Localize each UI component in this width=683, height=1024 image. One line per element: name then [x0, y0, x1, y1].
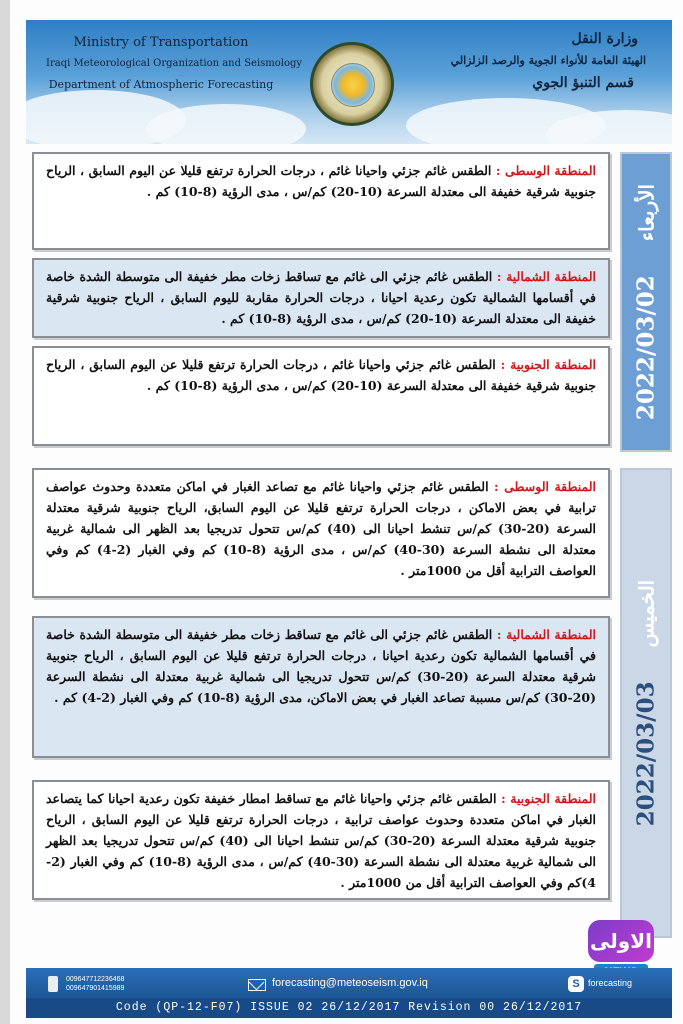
department-name-en: Department of Atmospheric Forecasting	[48, 78, 274, 91]
day-label-thursday	[620, 468, 672, 938]
forecast-south-day2: المنطقة الجنوبية : الطقس غائم جزئي واحيانا غائم مع تساقط امطار خفيفة تكون رعدية احيانا كما يتصاعد الغبار في اماكن متعددة وحدوث عواصف ترابية ، درجات الحرارة ترتفع قليلا عن اليوم السابق ، الرياح جنوبية شرقية معتدلة السرعة (20-30) كم/س تنشط احيانا الى (40) كم/س تتحول تدريجيا بعد الظهر الى شمالية غربية معتدلة الى نشطة السرعة (30-40) كم/س ، مدى الرؤية (8-10) كم وفي الغبار (2-4)كم وفي العواصف الترابية أقل من 1000متر .	[32, 780, 610, 900]
phone-icon	[48, 976, 58, 992]
forecast-central-day2: المنطقة الوسطى : الطقس غائم جزئي واحيانا غائم مع تصاعد الغبار في اماكن متعددة وحدوث عواصف ترابية في بعض الاماكن ، درجات الحرارة ترتفع قليلا عن اليوم السابق، الرياح جنوبية شرقية معتدلة السرعة (20-30) كم/س تنشط احيانا الى (40) كم/س تتحول تدريجيا بعد الظهر الى شمالية غربية معتدلة الى نشطة السرعة (30-40) كم/س ، مدى الرؤية (8-10) كم وفي الغبار (2-4) كم وفي العواصف الترابية أقل من 1000متر .	[32, 468, 610, 598]
forecast-text: الطقس غائم جزئي واحيانا غائم مع تصاعد الغبار في اماكن متعددة وحدوث عواصف ترابية في بعض الاماكن ، درجات الحرارة ترتفع قليلا عن اليوم السابق، الرياح جنوبية شرقية معتدلة السرعة (20-30) كم/س تنشط احيانا الى (40) كم/س تتحول تدريجيا بعد الظهر الى شمالية غربية معتدلة الى نشطة السرعة (30-40) كم/س ، مدى الرؤية (8-10) كم وفي الغبار (2-4) كم وفي العواصف الترابية أقل من 1000متر .	[46, 479, 597, 578]
ministry-name-en: Ministry of Transportation	[73, 35, 249, 50]
forecast-text: الطقس غائم جزئي الى غائم مع تساقط زخات مطر خفيفة الى متوسطة الشدة خاصة في أقسامها الشمالية تكون رعدية احيانا ، درجات الحرارة ترتفع قليلا عن اليوم السابق ، الرياح جنوبية شرقية معتدلة السرعة (20-30) كم/س تتحول تدريجيا الى شمالية غربية معتدلة الى نشطة السرعة (20-30) كم/س مسببة تصاعد الغبار في بعض الاماكن، مدى الرؤية (8-10) كم وفي الغبار (2-4) كم .	[46, 627, 596, 705]
organization-logo	[310, 42, 394, 126]
region-title: المنطقة الشمالية	[506, 269, 596, 284]
region-title: المنطقة الشمالية	[506, 627, 596, 642]
forecast-central-day1: المنطقة الوسطى : الطقس غائم جزئي واحيانا غائم ، درجات الحرارة ترتفع قليلا عن اليوم السابق ، الرياح جنوبية شرقية خفيفة الى معتدلة السرعة (10-20) كم/س ، مدى الرؤية (8-10) كم .	[32, 152, 610, 250]
region-title: المنطقة الوسطى	[505, 163, 596, 178]
footer-contact-band	[26, 968, 672, 998]
header-banner	[26, 20, 672, 144]
forecast-north-day2: المنطقة الشمالية : الطقس غائم جزئي الى غائم مع تساقط زخات مطر خفيفة الى متوسطة الشدة خاصة في أقسامها الشمالية تكون رعدية احيانا ، درجات الحرارة ترتفع قليلا عن اليوم السابق ، الرياح جنوبية شرقية معتدلة السرعة (20-30) كم/س تتحول تدريجيا الى شمالية غربية معتدلة الى نشطة السرعة (20-30) كم/س مسببة تصاعد الغبار في بعض الاماكن، مدى الرؤية (8-10) كم وفي الغبار (2-4) كم .	[32, 616, 610, 758]
cloud-decoration	[146, 104, 306, 144]
sun-cloud-icon	[331, 63, 375, 107]
ministry-name-ar: وزارة النقل	[571, 31, 638, 47]
region-title: المنطقة الجنوبية	[510, 357, 596, 372]
day-name: الأربعاء	[634, 183, 658, 242]
phone-numbers	[66, 975, 124, 993]
forecast-text: الطقس غائم جزئي واحيانا غائم ، درجات الحرارة ترتفع قليلا عن اليوم السابق ، الرياح جنوبية شرقية خفيفة الى معتدلة السرعة (10-20) كم/س ، مدى الرؤية (8-10) كم .	[46, 163, 596, 199]
forecast-south-day1: المنطقة الجنوبية : الطقس غائم جزئي واحيانا غائم ، درجات الحرارة ترتفع قليلا عن اليوم السابق ، الرياح جنوبية شرقية خفيفة الى معتدلة السرعة (10-20) كم/س ، مدى الرؤية (8-10) كم .	[32, 346, 610, 446]
day-label-wednesday	[620, 152, 672, 452]
day-date: 2022/03/02	[632, 275, 660, 421]
watermark-logo-text: الاولى	[588, 920, 654, 962]
skype-handle: forecasting	[588, 978, 633, 988]
phone-number-1: 009647712236468	[66, 976, 125, 983]
phone-number-2: 009647901415989	[66, 985, 125, 992]
document-code: Code (QP-12-F07) ISSUE 02 26/12/2017 Revision 00 26/12/2017	[26, 998, 672, 1018]
organization-name-ar: الهيئة العامة للأنواء الجوية والرصد الزلزالي	[450, 54, 646, 67]
forecast-north-day1: المنطقة الشمالية : الطقس غائم جزئي الى غائم مع تساقط زخات مطر خفيفة الى متوسطة الشدة خاصة في أقسامها الشمالية تكون رعدية احيانا ، درجات الحرارة مقاربة لليوم السابق ، الرياح جنوبية شرقية خفيفة الى معتدلة السرعة (10-20) كم/س ، مدى الرؤية (8-10) كم .	[32, 258, 610, 338]
page-edge	[0, 0, 10, 1024]
footer-bar	[26, 968, 672, 1018]
region-title: المنطقة الجنوبية	[510, 791, 596, 806]
forecast-text: الطقس غائم جزئي الى غائم مع تساقط زخات مطر خفيفة الى متوسطة الشدة خاصة في أقسامها الشمالية تكون رعدية احيانا ، درجات الحرارة مقاربة لليوم السابق ، الرياح جنوبية شرقية خفيفة الى معتدلة السرعة (10-20) كم/س ، مدى الرؤية (8-10) كم .	[46, 269, 596, 326]
email-address: forecasting@meteoseism.gov.iq	[272, 977, 428, 989]
forecast-text: الطقس غائم جزئي واحيانا غائم مع تساقط امطار خفيفة تكون رعدية احيانا كما يتصاعد الغبار في اماكن متعددة وحدوث عواصف ترابية ، درجات الحرارة ترتفع قليلا عن اليوم السابق ، الرياح جنوبية شرقية معتدلة السرعة (20-30) كم/س تنشط احيانا الى (40) كم/س تتحول تدريجيا بعد الظهر الى شمالية غربية معتدلة الى نشطة السرعة (30-40) كم/س ، مدى الرؤية (8-10) كم وفي الغبار (2-4)كم وفي العواصف الترابية أقل من 1000متر .	[46, 791, 596, 890]
department-name-ar: قسم التنبؤ الجوي	[532, 75, 634, 91]
region-title: المنطقة الوسطى	[504, 479, 597, 494]
day-name: الخميس	[634, 579, 658, 648]
header-arabic-block	[396, 28, 646, 94]
forecast-text: الطقس غائم جزئي واحيانا غائم ، درجات الحرارة ترتفع قليلا عن اليوم السابق ، الرياح جنوبية شرقية خفيفة الى معتدلة السرعة (10-20) كم/س ، مدى الرؤية (8-10) كم .	[46, 357, 596, 393]
organization-name-en: Iraqi Meteorological Organization and Seismology	[46, 58, 303, 69]
header-english-block	[46, 32, 303, 95]
mail-icon	[248, 979, 266, 991]
day-date: 2022/03/03	[632, 681, 660, 827]
skype-icon: S	[568, 976, 584, 992]
